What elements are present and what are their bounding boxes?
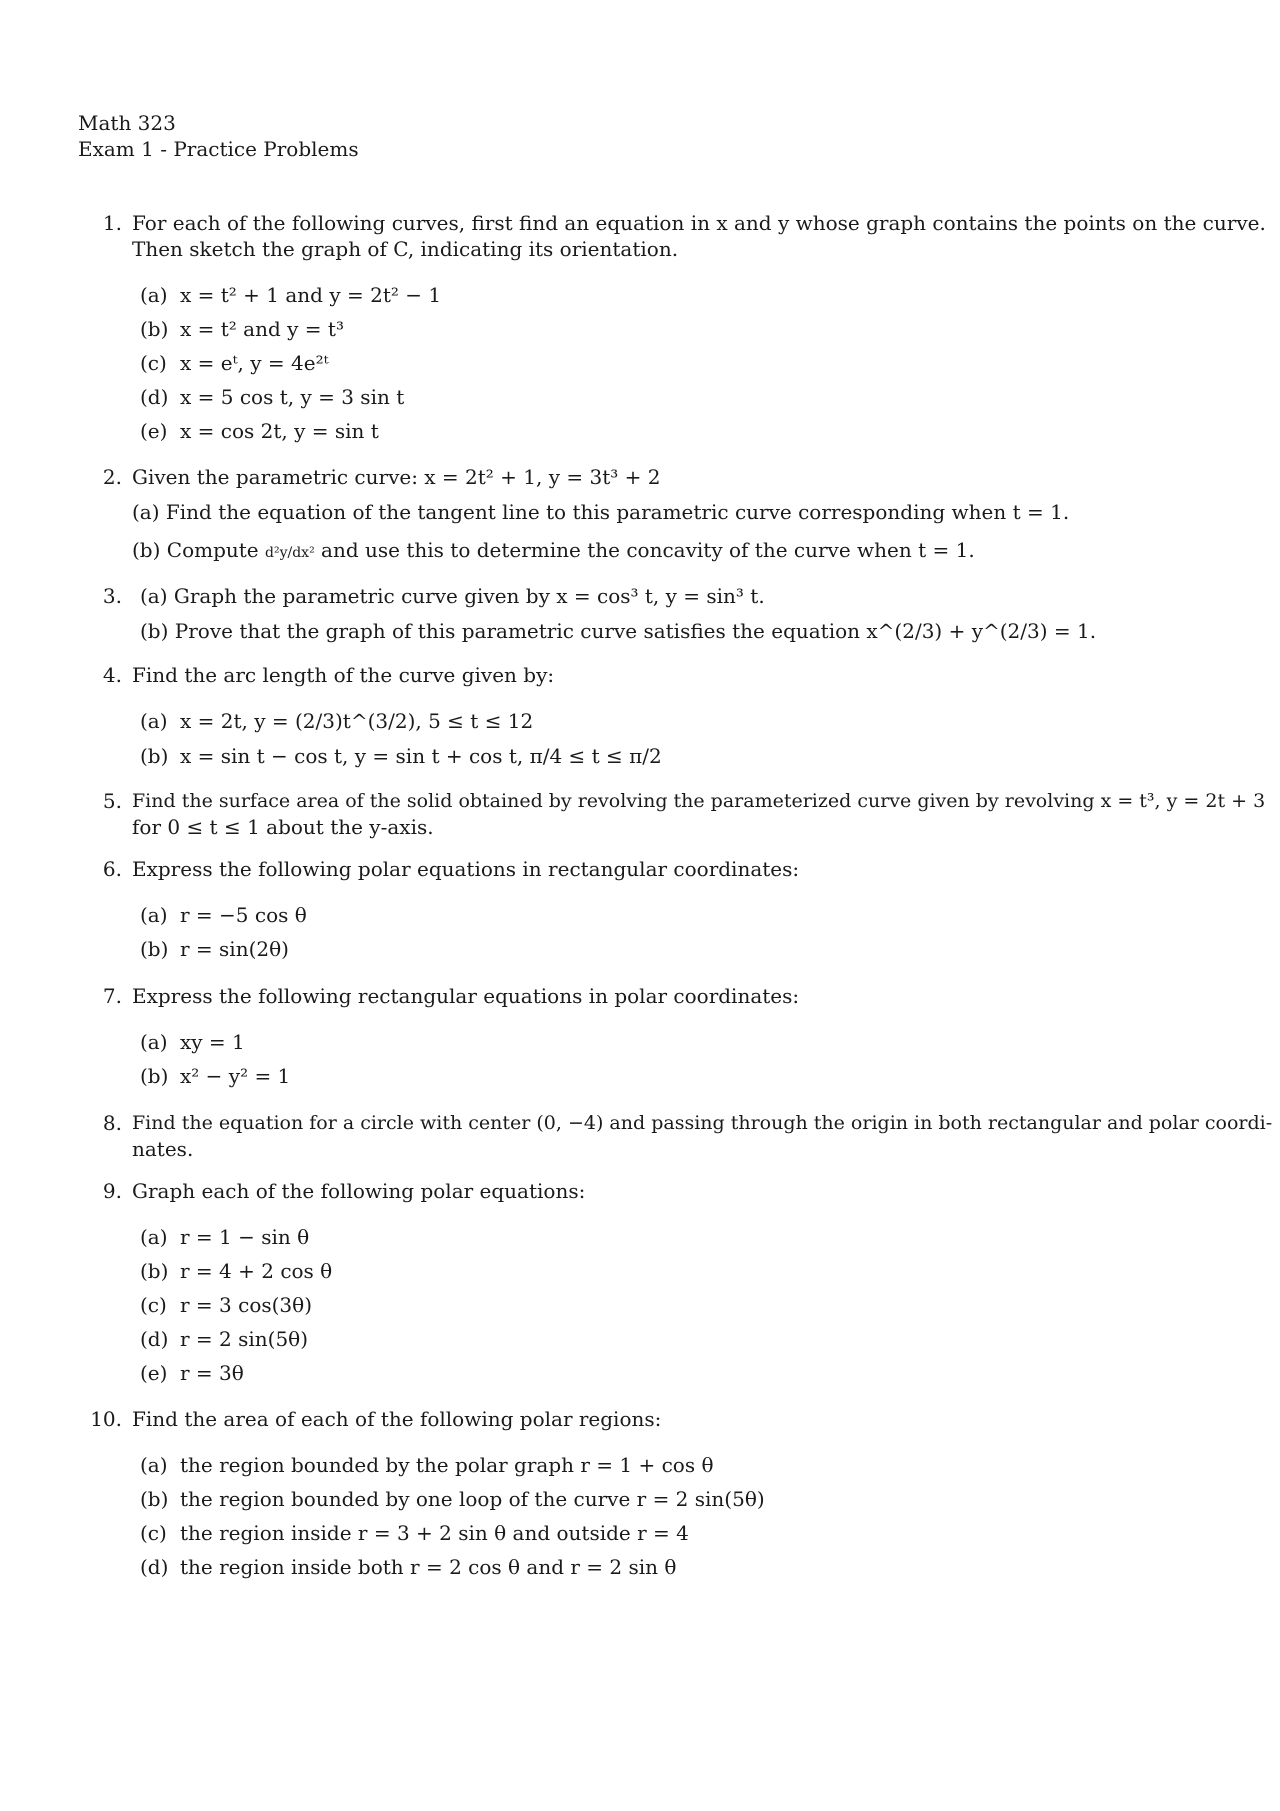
problem-text-line-2: nates. <box>132 1137 194 1161</box>
problem-number: 6. <box>102 857 122 881</box>
part-b <box>140 316 344 342</box>
part-a <box>140 708 533 734</box>
course-name: Math 323 <box>78 111 176 135</box>
part-text: r = 4 + 2 cos θ <box>180 1259 333 1283</box>
part-d <box>140 384 404 410</box>
part-a <box>140 1029 245 1055</box>
problem-text-line-1: Express the following rectangular equations in polar coordinates: <box>132 984 800 1008</box>
part-c <box>140 350 329 376</box>
part-a <box>140 1452 714 1478</box>
part-text: r = 2 sin(5θ) <box>180 1327 309 1351</box>
problem-text-line-1: Find the arc length of the curve given by: <box>132 663 555 687</box>
part-label: (a) <box>140 1225 168 1249</box>
part-text: x = cos 2t, y = sin t <box>180 419 379 443</box>
part-text: the region bounded by one loop of the curve r = 2 sin(5θ) <box>180 1487 765 1511</box>
part-text: r = 3 cos(3θ) <box>180 1293 312 1317</box>
problem-text-line-2: for 0 ≤ t ≤ 1 about the y-axis. <box>132 815 434 839</box>
part-e <box>140 1360 244 1386</box>
part-text-before: Compute <box>166 538 259 562</box>
problem-number: 2. <box>102 465 122 489</box>
part-label: (c) <box>140 351 167 375</box>
part-label: (b) <box>140 1259 169 1283</box>
problem-number: 7. <box>102 984 122 1008</box>
part-a <box>140 583 765 609</box>
part-text: x = 2t, y = (2/3)t^(3/2), 5 ≤ t ≤ 12 <box>180 709 534 733</box>
problem-text-line-1: For each of the following curves, first find an equation in x and y whose graph contains the points on the curve. <box>132 211 1266 235</box>
part-label: (b) <box>140 1064 169 1088</box>
part-text: x = t² and y = t³ <box>180 317 344 341</box>
problem-text-line-1: Find the surface area of the solid obtained by revolving the parameterized curve given by revolving x = t³, y = 2t + 3 <box>132 790 1266 812</box>
part-label: (a) <box>140 584 168 608</box>
problem-text-line-1: Express the following polar equations in rectangular coordinates: <box>132 857 800 881</box>
part-text: x = sin t − cos t, y = sin t + cos t, π/4 ≤ t ≤ π/2 <box>180 744 662 768</box>
part-text: Graph the parametric curve given by x = cos³ t, y = sin³ t. <box>173 584 765 608</box>
problem-number: 3. <box>102 584 122 608</box>
part-label: (b) <box>140 744 169 768</box>
problem-number: 8. <box>102 1111 122 1135</box>
part-a <box>140 1224 309 1250</box>
part-label: (a) <box>140 283 168 307</box>
part-a <box>140 282 441 308</box>
part-b <box>140 618 1096 644</box>
part-a <box>132 499 1069 525</box>
part-label: (c) <box>140 1521 167 1545</box>
part-b <box>140 1258 332 1284</box>
part-label: (b) <box>140 317 169 341</box>
part-label: (e) <box>140 1361 168 1385</box>
part-label: (c) <box>140 1293 167 1317</box>
part-label: (d) <box>140 385 169 409</box>
part-label: (b) <box>140 1487 169 1511</box>
part-c <box>140 1292 312 1318</box>
part-text: the region inside r = 3 + 2 sin θ and outside r = 4 <box>180 1521 689 1545</box>
problem-text-line-2: Then sketch the graph of C, indicating its orientation. <box>132 237 679 261</box>
second-derivative-fraction: d²y/dx² <box>265 545 315 561</box>
part-label: (d) <box>140 1555 169 1579</box>
part-label: (b) <box>132 538 161 562</box>
problem-text-line-1: Find the area of each of the following polar regions: <box>132 1407 662 1431</box>
part-b <box>140 1486 765 1512</box>
part-e <box>140 418 379 444</box>
part-text-after: and use this to determine the concavity of the curve when t = 1. <box>321 538 975 562</box>
part-text: r = sin(2θ) <box>180 937 289 961</box>
problem-number: 5. <box>102 789 122 813</box>
part-label: (a) <box>140 1030 168 1054</box>
part-a <box>140 902 307 928</box>
part-c <box>140 1520 689 1546</box>
problem-number: 1. <box>102 211 122 235</box>
part-text: r = 1 − sin θ <box>180 1225 310 1249</box>
part-text: x = 5 cos t, y = 3 sin t <box>180 385 405 409</box>
problem-text-line-1: Find the equation for a circle with center (0, −4) and passing through the origin in both rectangular and polar coordi- <box>132 1112 1273 1134</box>
part-b <box>140 936 289 962</box>
part-text: the region bounded by the polar graph r = 1 + cos θ <box>180 1453 714 1477</box>
part-text: the region inside both r = 2 cos θ and r = 2 sin θ <box>180 1555 677 1579</box>
part-b <box>132 537 975 566</box>
part-text: x = eᵗ, y = 4e²ᵗ <box>180 351 329 375</box>
part-b <box>140 743 662 769</box>
part-label: (a) <box>132 500 160 524</box>
part-b <box>140 1063 290 1089</box>
part-label: (b) <box>140 619 169 643</box>
part-text: Prove that the graph of this parametric curve satisfies the equation x^(2/3) + y^(2/3) = 1. <box>174 619 1097 643</box>
problem-number: 4. <box>102 663 122 687</box>
problem-number: 9. <box>102 1179 122 1203</box>
part-text: r = 3θ <box>180 1361 244 1385</box>
part-label: (e) <box>140 419 168 443</box>
part-text: x² − y² = 1 <box>180 1064 291 1088</box>
problem-number: 10. <box>90 1407 122 1431</box>
problem-text-line-1: Graph each of the following polar equations: <box>132 1179 586 1203</box>
problem-text-line-1: Given the parametric curve: x = 2t² + 1, y = 3t³ + 2 <box>132 465 661 489</box>
part-label: (a) <box>140 903 168 927</box>
part-text: xy = 1 <box>180 1030 245 1054</box>
part-label: (a) <box>140 709 168 733</box>
exam-title: Exam 1 - Practice Problems <box>78 137 359 161</box>
part-text: x = t² + 1 and y = 2t² − 1 <box>180 283 442 307</box>
part-d <box>140 1554 676 1580</box>
part-text: r = −5 cos θ <box>180 903 307 927</box>
part-label: (a) <box>140 1453 168 1477</box>
part-label: (b) <box>140 937 169 961</box>
part-d <box>140 1326 308 1352</box>
part-label: (d) <box>140 1327 169 1351</box>
part-text: Find the equation of the tangent line to this parametric curve corresponding when t = 1. <box>165 500 1070 524</box>
